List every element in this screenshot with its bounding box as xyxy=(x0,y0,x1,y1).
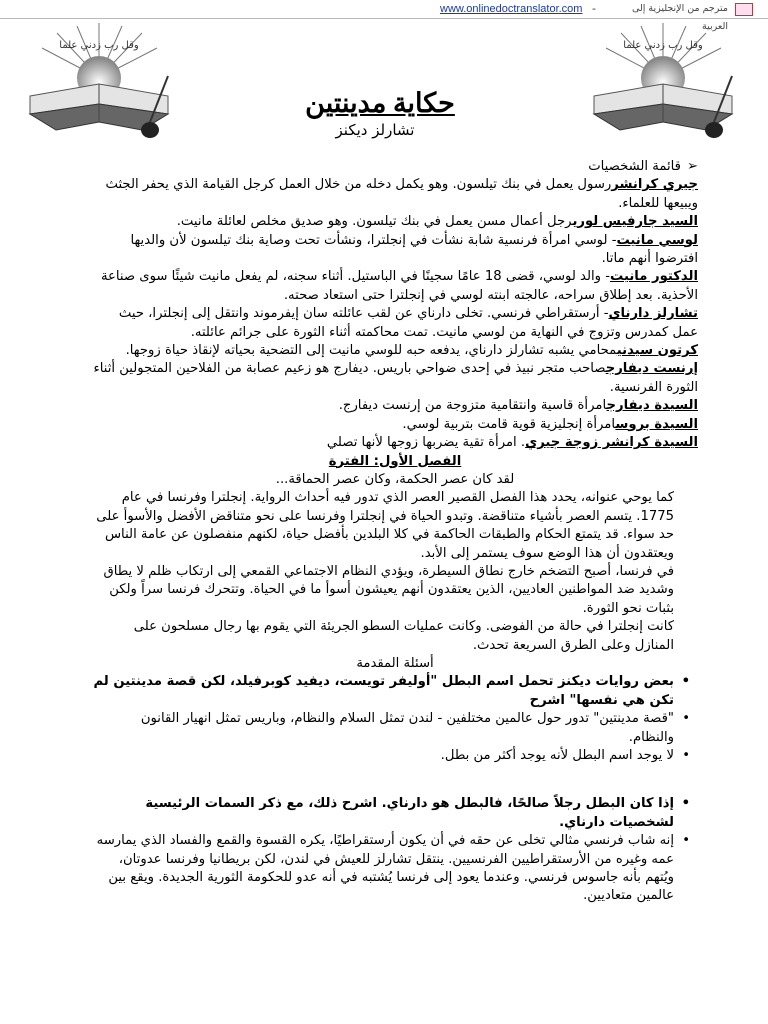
bullet-icon: • xyxy=(682,833,690,849)
character-entry: لوسي مانيت- لوسي امرأة فرنسية شابة نشأت في إنجلترا، ونشأت تحت وصاية بنك تيلسون لأن والديها افترضوا أنهم ماتا. xyxy=(130,232,698,267)
bullet-icon: • xyxy=(682,711,690,727)
emblem-calligraphy: وقل رب زدني علما xyxy=(623,40,703,51)
answer-item: • إنه شاب فرنسي مثالي تخلى عن حقه في أن يكون أرستقراطيًا، يكره القسوة والقمع والفساد الذي يمارسه عمه وغيره من الأرستقراطيين الفرنسيين. ينتقل تشارلز للعيش في لندن، لكن بريطانيا وفرنسا عدوتان، ويُتهم بأنه جاسوس فرنسي. وعندما يعود إلى فرنسا يُشتبه في أنه عدو للحكومة الثورية الجديدة. ويقع بين عالمين متعاديين. xyxy=(96,833,690,904)
characters-heading: قائمة الشخصيات xyxy=(588,159,681,174)
translator-link[interactable]: www.onlinedoctranslator.com xyxy=(440,3,583,15)
pdf-icon[interactable] xyxy=(735,3,753,16)
emblem-calligraphy: وقل رب زدني علما xyxy=(59,40,139,51)
character-entry: السيد جارفيس لوريرجل أعمال مسن يعمل في بنك تيلسون. وهو صديق مخلص لعائلة مانيت. xyxy=(176,214,698,230)
paragraph: في فرنسا، أصبح التضخم خارج نطاق السيطرة، ويؤدي النظام الاجتماعي القمعي إلى ارتكاب ظلم لا يطاق وشديد ضد المواطنين العاديين، الذين يعتقدون أنهم يعيشون أسوأ ما في الحياة. وتتحرك فرنسا سراً ولكن بثبات نحو الثورة. xyxy=(103,563,674,616)
author-name: تشارلز ديكنز xyxy=(335,121,415,139)
character-entry: السيدة كرانشر زوجة جيري. امرأة تقية يضربها زوجها لأنها تصلي xyxy=(326,435,698,451)
answer-item: • لا يوجد اسم البطل لأنه يوجد أكثر من بطل. xyxy=(92,747,698,765)
character-entry: الدكتور مانيت- والد لوسي، قضى 18 عامًا سجينًا في الباستيل. أثناء سجنه، لم يفعل مانيت شيئًا سوى صناعة الأحذية. بعد إطلاق سراحه، عالجته ابنته لوسي في إنجلترا حتى استعاد صحته. xyxy=(100,269,698,303)
character-entry: إرنست ديفارجصاحب متجر نبيذ في إحدى ضواحي باريس. ديفارج هو زعيم عصابة من الفلاحين المتجولين أثناء الثورة الفرنسية. xyxy=(93,361,698,395)
character-entry: كرتون سيدنيمحامي يشبه تشارلز دارناي، يدفعه حبه للوسي مانيت إلى التضحية بحياته لإنقاذ حياة زوجها. xyxy=(125,343,698,359)
topbar-separator: - xyxy=(592,2,596,15)
answer-item: • "قصة مدينتين" تدور حول عالمين مختلفين - لندن تمثل السلام والنظام، وباريس تمثل انهيار القانون والنظام. xyxy=(140,711,690,745)
character-entry: السيدة بروسامرأة إنجليزية قوية قامت بتربية لوسي. xyxy=(402,416,698,432)
chapter-heading: الفصل الأول: الفترة xyxy=(328,453,462,469)
document-body xyxy=(92,158,698,906)
character-entry: تشارلز دارناي- أرستقراطي فرنسي. تخلى دارناي عن لقب عائلته سان إيفرموند وانتقل إلى إنجلترا، حيث عمل كمدرس وتزوج في النهاية من لوسي مانيت. تمت محاكمته أثناء الثورة على جرائم عائلته. xyxy=(118,306,698,340)
opening-line: لقد كان عصر الحكمة، وكان عصر الحماقة... xyxy=(275,471,515,487)
bullet-icon: • xyxy=(681,796,690,812)
paragraph: كما يوحي عنوانه، يحدد هذا الفصل القصير العصر الذي تدور فيه أحداث الرواية. إنجلترا وفرنسا في عام 1775. يتسم العصر بأشياء متناقضة. وتبدو الحياة في إنجلترا وفرنسا على نحو متناقض الأفضل والأسوأ على حد سواء. قد يتمتع الحكام والطبقات الحاكمة في كلا البلدين بأفضل حياة، لكنهم منفصلون عن عامة الناس ويعتقدون أن هذا الوضع سوف يستمر إلى الأبد. xyxy=(96,490,674,561)
paragraph: كانت إنجلترا في حالة من الفوضى. وكانت عمليات السطو الجريئة التي يقوم بها رجال مسلحون على المنازل وعلى الطرق السريعة تحدث. xyxy=(133,619,674,653)
question-item: • إذا كان البطل رجلاً صالحًا، فالبطل هو دارناي. اشرح ذلك، مع ذكر السمات الرئيسية لشخصيات دارناي. xyxy=(145,796,690,830)
character-entry: السيدة ديفارجامرأة قاسية وانتقامية متزوجة من إرنست ديفارج. xyxy=(338,398,698,414)
arrow-bullet-icon: ➢ xyxy=(686,159,698,174)
character-entry: جيري كرانشررسول يعمل في بنك تيلسون. وهو يكمل دخله من خلال العمل كرجل القيامة الذي يحفر الجثث ويبيعها للعلماء. xyxy=(105,177,698,211)
page-title: حكاية مدينتين xyxy=(305,88,455,118)
question-item: • بعض روايات ديكنز تحمل اسم البطل "أوليفر تويست، ديفيد كوبرفيلد، لكن قصة مدينتين لم تكن هي نفسها" اشرح xyxy=(93,674,690,708)
translator-bar xyxy=(0,0,768,32)
bullet-icon: • xyxy=(681,674,690,690)
characters-heading-row xyxy=(92,158,698,176)
quran-emblem-right xyxy=(586,18,741,143)
quran-emblem-left xyxy=(22,18,177,143)
translation-label: مترجم من الإنجليزية إلى العربية xyxy=(631,3,728,32)
bullet-icon: • xyxy=(682,748,690,763)
questions-heading: أسئلة المقدمة xyxy=(356,655,434,671)
